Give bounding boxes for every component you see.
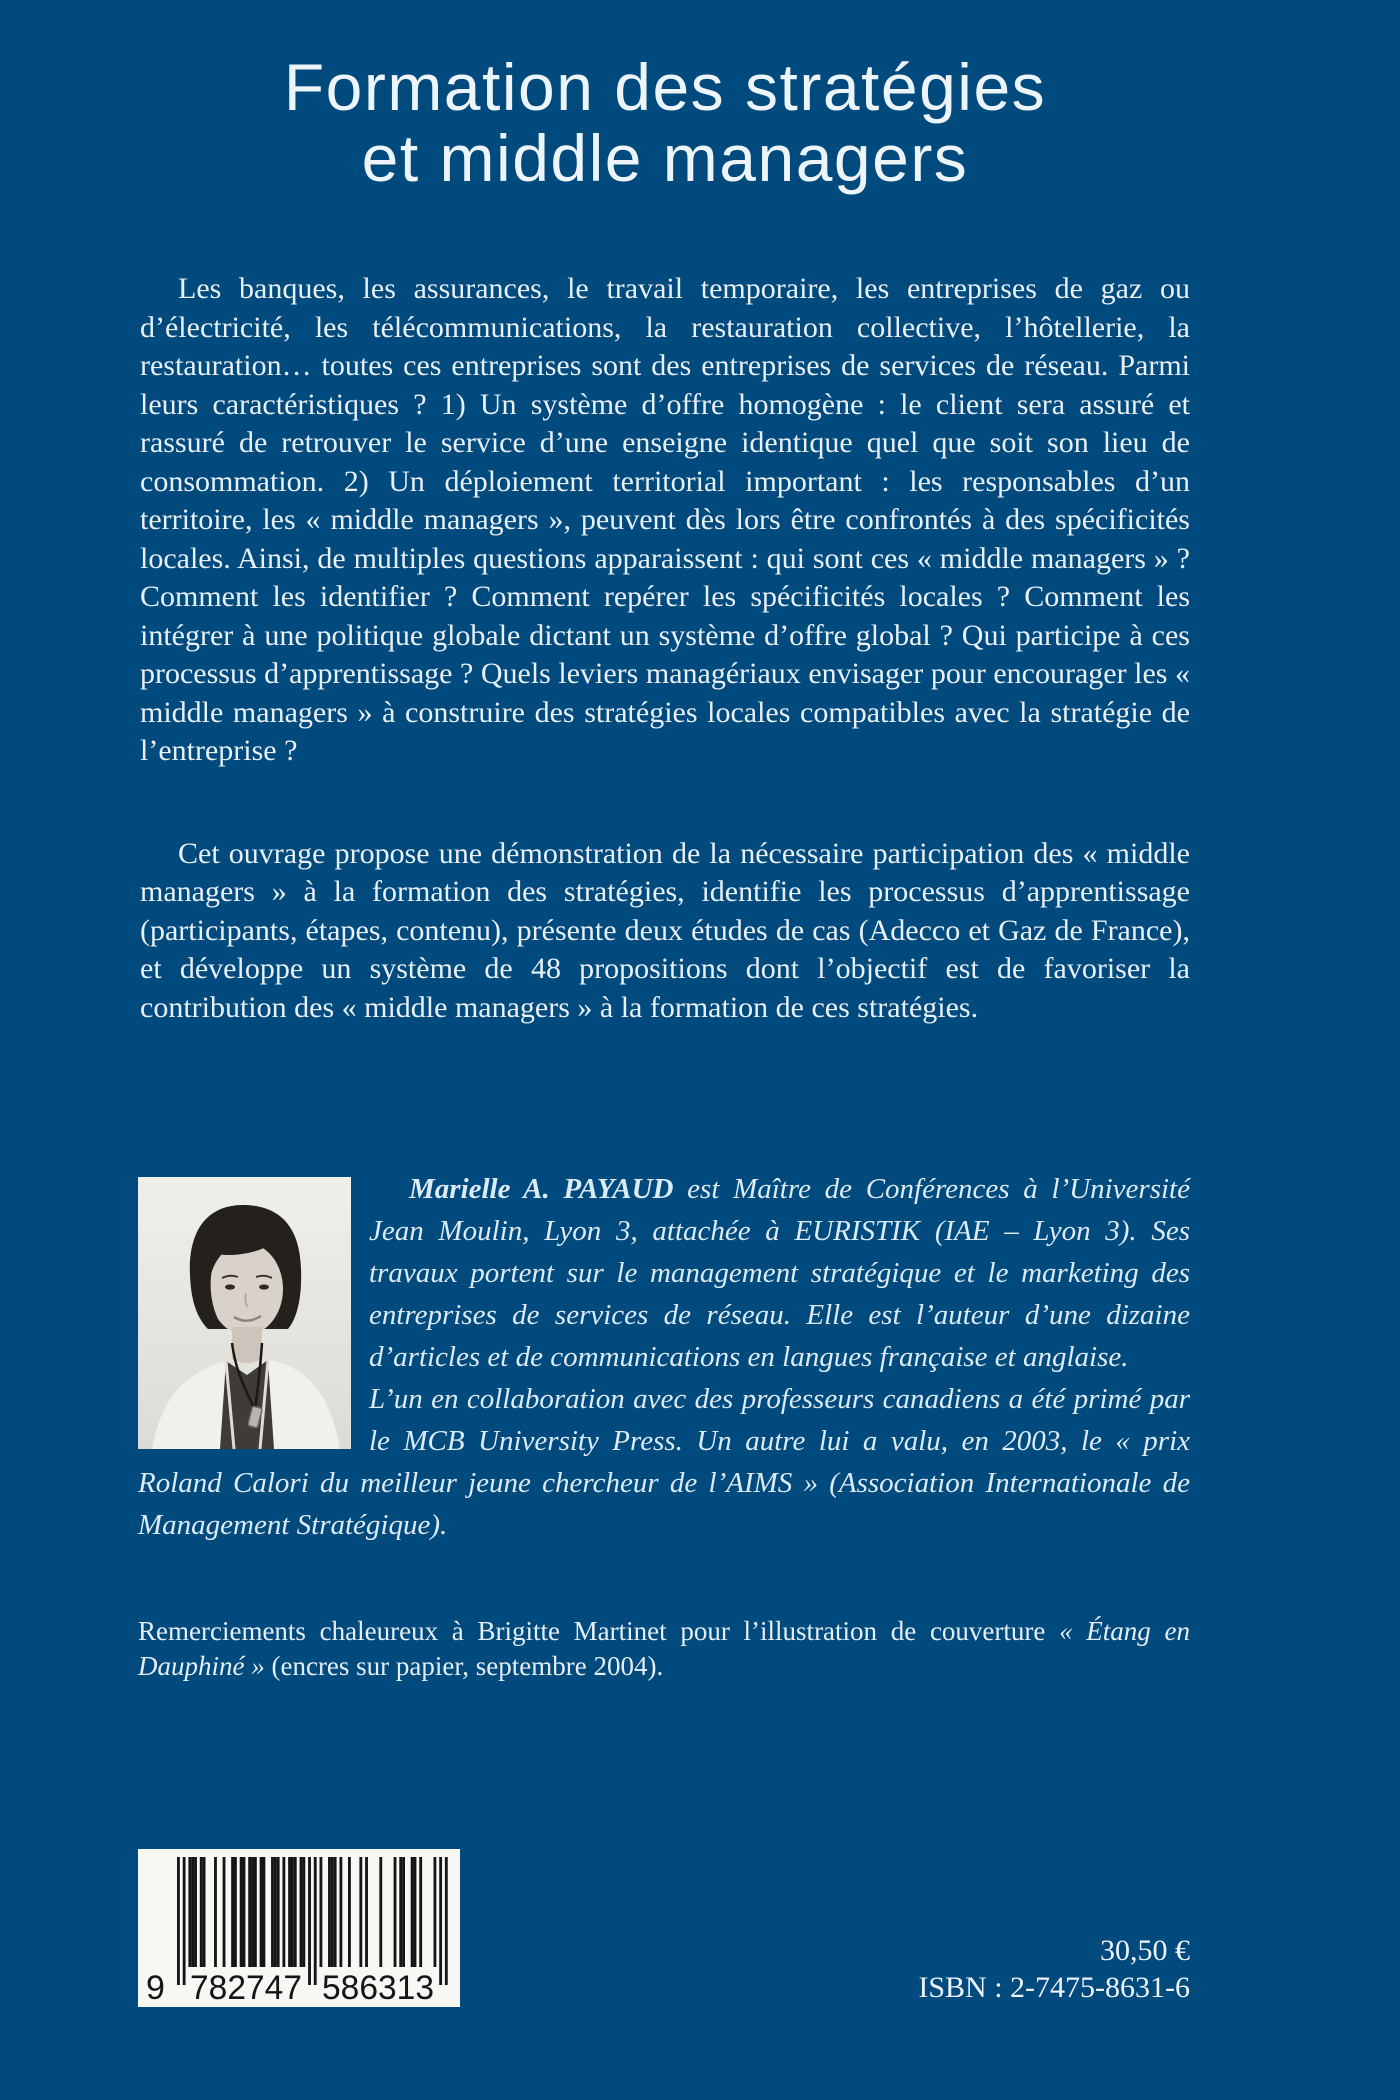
ack-text-1: Remerciements chaleureux à Brigitte Martinet pour l’illustration de couverture <box>138 1616 1060 1646</box>
svg-text:586313: 586313 <box>322 1969 434 2007</box>
book-title-line2: et middle managers <box>361 121 969 195</box>
bio-paragraph-2: L’un en collaboration avec des professeurs canadiens a été primé par le MCB University Press. Un autre lui a valu, en 2003, le « prix Roland Calori du meilleur jeune chercheur de l’AIMS » (Association Internationale de Management Stratégique). <box>138 1383 1190 1541</box>
synopsis <box>140 270 1190 1027</box>
author-bio <box>138 1168 1190 1546</box>
neck <box>232 1327 262 1363</box>
bio-text: est Maître de Conférences à l’Université Jean Moulin, Lyon 3, attachée à EURISTIK (IAE – Lyon 3). Ses travaux portent sur le management stratégique et le marketing des entreprises de services de réseau. Elle est l’auteur d’une dizaine d’articles et de communications en langues française et anglaise. <box>369 1173 1190 1373</box>
book-title-line1: Formation des stratégies <box>283 50 1047 124</box>
synopsis-paragraph-2: Cet ouvrage propose une démonstration de la nécessaire participation des « middle managers » à la formation des stratégies, identifie les processus d’apprentissage (participants, étapes, contenu), présente deux études de cas (Adecco et Gaz de France), et développe un système de 48 propositions dont l’objectif est de favoriser la contribution des « middle managers » à la formation de ces stratégies. <box>140 836 1190 1024</box>
isbn-barcode <box>138 1849 460 2007</box>
ack-artwork-title: « Étang en Dauphiné » <box>138 1616 1190 1681</box>
author-photo <box>138 1177 351 1449</box>
eye-right <box>259 1284 269 1289</box>
price: 30,50 € <box>1100 1934 1190 1967</box>
price-isbn-block <box>918 1932 1190 2006</box>
eye-left <box>225 1284 235 1289</box>
author-name: Marielle A. PAYAUD <box>409 1173 674 1205</box>
ack-text-2: (encres sur papier, septembre 2004). <box>264 1651 664 1681</box>
book-title <box>140 52 1190 194</box>
barcode-svg <box>138 1849 460 2007</box>
svg-text:782747: 782747 <box>190 1969 302 2007</box>
svg-text:9: 9 <box>146 1969 165 2007</box>
synopsis-paragraph-1: Les banques, les assurances, le travail temporaire, les entreprises de gaz ou d’électricité, les télécommunications, la restauration collective, l’hôtellerie, la restauration… toutes ces entreprises sont des entreprises de services de réseau. Parmi leurs caractéristiques ? 1) Un système d’offre homogène : le client sera assuré et rassuré de retrouver le service d’une enseigne identique quel que soit son lieu de consommation. 2) Un déploiement territorial important : les responsables d’un territoire, les « middle managers », peuvent dès lors être confrontés à des spécificités locales. Ainsi, de multiples questions apparaissent : qui sont ces « middle managers » ? Comment les identifier ? Comment repérer les spécificités locales ? Comment les intégrer à une politique globale dictant un système d’offre global ? Qui participe à ces processus d’apprentissage ? Quels leviers managériaux envisager pour encourager les « middle managers » à construire des stratégies locales compatibles avec la stratégie de l’entreprise ? <box>140 272 1190 767</box>
isbn-number: ISBN : 2-7475-8631-6 <box>918 1971 1190 2004</box>
acknowledgment <box>138 1614 1190 1684</box>
